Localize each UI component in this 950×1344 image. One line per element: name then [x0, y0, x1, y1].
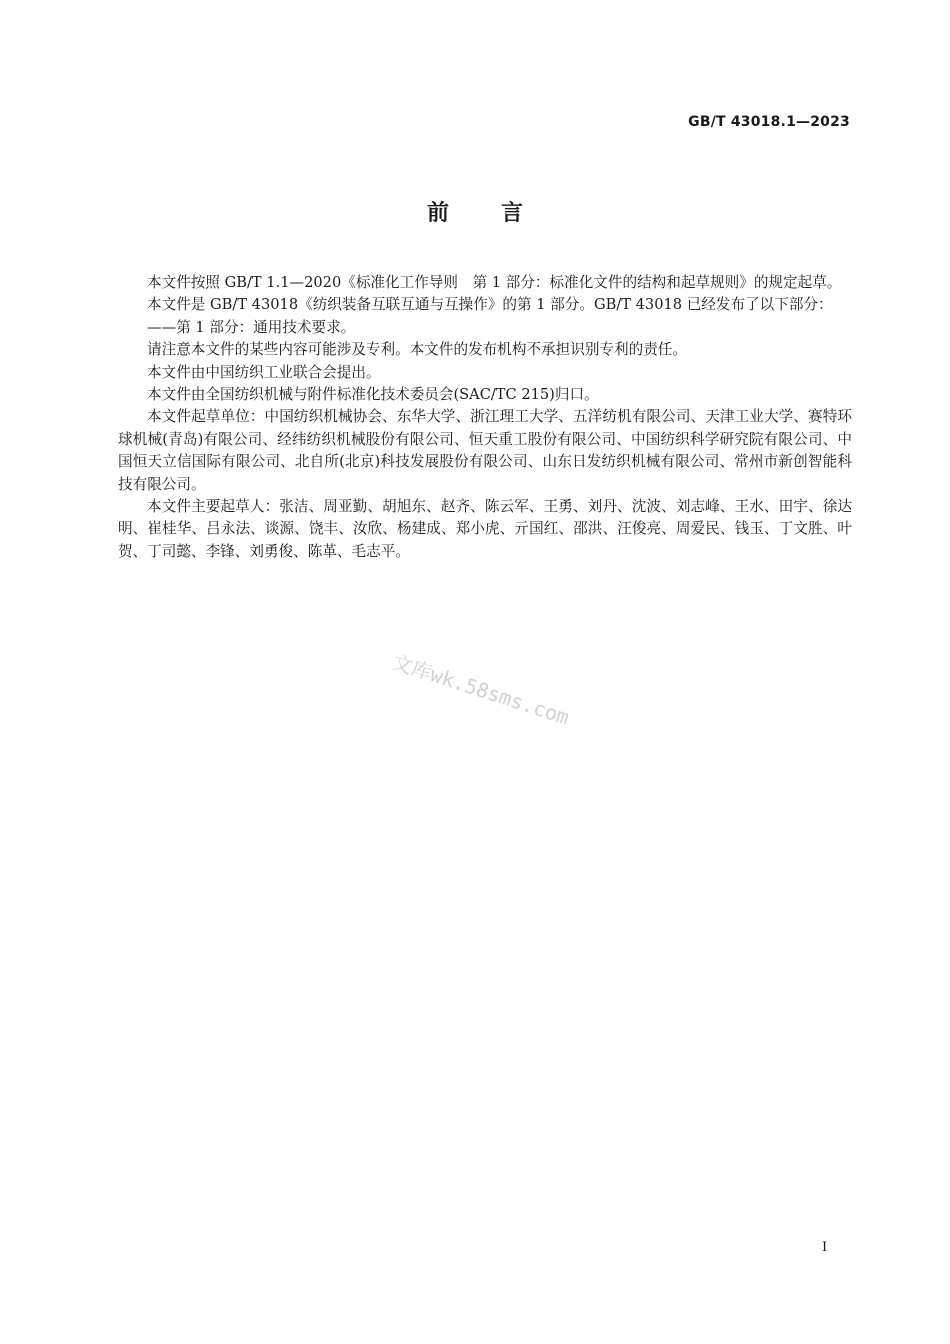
- paragraph-patent-notice: 请注意本文件的某些内容可能涉及专利。本文件的发布机构不承担识别专利的责任。: [147, 341, 687, 359]
- paragraph-drafting-units: 本文件起草单位：中国纺织机械协会、东华大学、浙江理工大学、五洋纺机有限公司、天津工业大学、赛特环球机械(青岛)有限公司、经纬纺织机械股份有限公司、恒天重工股份有限公司、中国纺织科学研究院有限公司、中国恒天立信国际有限公司、北自所(北京)科技发展股份有限公司、山东日发纺织机械有限公司、常州市新创智能科技有限公司。: [118, 408, 852, 493]
- paragraph-proposer: 本文件由中国纺织工业联合会提出。: [147, 363, 381, 381]
- paragraph-technical-committee: 本文件由全国纺织机械与附件标准化技术委员会(SAC/TC 215)归口。: [147, 386, 599, 404]
- paragraph-drafting-rules: 本文件按照 GB/T 1.1—2020《标准化工作导则 第 1 部分：标准化文件的结构和起草规则》的规定起草。: [147, 274, 842, 291]
- page-number: I: [822, 1240, 828, 1255]
- standard-code: GB/T 43018.1—2023: [688, 114, 850, 130]
- paragraph-part-list-item: ——第 1 部分：通用技术要求。: [147, 318, 356, 336]
- paragraph-series-parts: 本文件是 GB/T 43018《纺织装备互联互通与互操作》的第 1 部分。GB/T 43018 已经发布了以下部分：: [147, 296, 833, 314]
- document-body: [118, 272, 852, 563]
- paragraph-drafters: 本文件主要起草人：张洁、周亚勤、胡旭东、赵齐、陈云军、王勇、刘丹、沈波、刘志峰、王水、田宇、徐达明、崔桂华、吕永法、谈源、饶丰、汝欣、杨建成、郑小虎、亓国红、邵洪、汪俊亮、周爱民、钱玉、丁文胜、叶贺、丁司懿、李锋、刘勇俊、陈革、毛志平。: [118, 498, 852, 560]
- page-title: 前言: [426, 201, 575, 226]
- watermark: 文库wk.58sms.com: [389, 649, 573, 730]
